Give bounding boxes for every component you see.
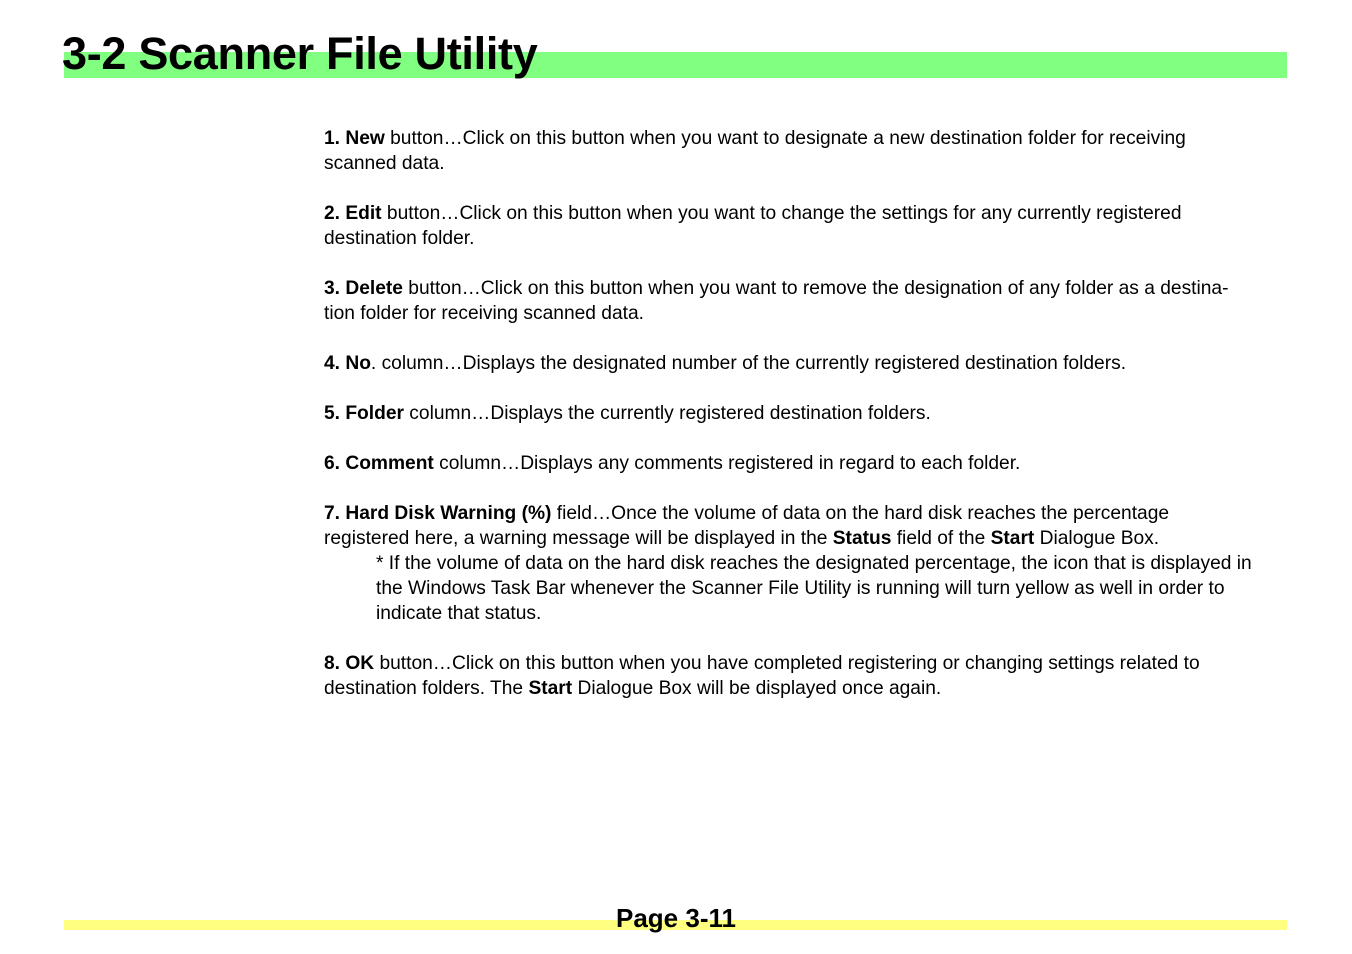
item-text-continued: destination folder.: [324, 228, 475, 249]
item-label: 4. No: [324, 353, 371, 374]
note-text: the Windows Task Bar whenever the Scanner File Utility is running will turn yellow as well in order to: [376, 578, 1225, 599]
list-item-folder: [324, 401, 1294, 426]
list-item-comment: [324, 451, 1294, 476]
item-text-continued: Dialogue Box will be displayed once again.: [572, 678, 942, 699]
list-item-delete: [324, 276, 1294, 326]
item-label: 7. Hard Disk Warning (%): [324, 503, 552, 524]
item-text-continued: Dialogue Box.: [1034, 528, 1160, 549]
item-text: column…Displays any comments registered in regard to each folder.: [433, 453, 1021, 474]
page-title: 3-2 Scanner File Utility: [62, 28, 538, 79]
note-text: indicate that status.: [376, 603, 542, 624]
item-text-continued: tion folder for receiving scanned data.: [324, 303, 644, 324]
item-text: button…Click on this button when you want to change the settings for any currently registered: [381, 203, 1182, 224]
item-label: 6. Comment: [324, 453, 434, 474]
item-list: [324, 126, 1294, 726]
warning-note: [350, 551, 1294, 626]
start-dialogue-ref: Start: [990, 528, 1035, 549]
item-text: column…Displays the currently registered destination folders.: [403, 403, 931, 424]
status-field-ref: Status: [832, 528, 892, 549]
item-label: 5. Folder: [324, 403, 404, 424]
item-label: 3. Delete: [324, 278, 403, 299]
item-text-continued: field of the: [891, 528, 991, 549]
item-label: 1. New: [324, 128, 385, 149]
item-text-continued: registered here, a warning message will be displayed in the: [324, 528, 833, 549]
note-text: * If the volume of data on the hard disk reaches the designated percentage, the icon that is displayed in: [376, 553, 1252, 574]
item-text: button…Click on this button when you have completed registering or changing settings related to: [374, 653, 1200, 674]
item-label: 2. Edit: [324, 203, 382, 224]
list-item-ok: [324, 651, 1294, 701]
item-text-continued: scanned data.: [324, 153, 445, 174]
item-text: button…Click on this button when you want to designate a new destination folder for receiving: [384, 128, 1186, 149]
item-text-continued: destination folders. The: [324, 678, 529, 699]
list-item-new: [324, 126, 1294, 176]
item-text: button…Click on this button when you want to remove the designation of any folder as a destina-: [402, 278, 1229, 299]
item-text: field…Once the volume of data on the hard disk reaches the percentage: [551, 503, 1170, 524]
item-label: 8. OK: [324, 653, 375, 674]
page-number: Page 3-11: [616, 903, 736, 933]
list-item-no: [324, 351, 1294, 376]
item-text: . column…Displays the designated number of the currently registered destination folders.: [370, 353, 1127, 374]
start-dialogue-ref: Start: [528, 678, 573, 699]
list-item-edit: [324, 201, 1294, 251]
list-item-hard-disk-warning: [324, 501, 1294, 626]
